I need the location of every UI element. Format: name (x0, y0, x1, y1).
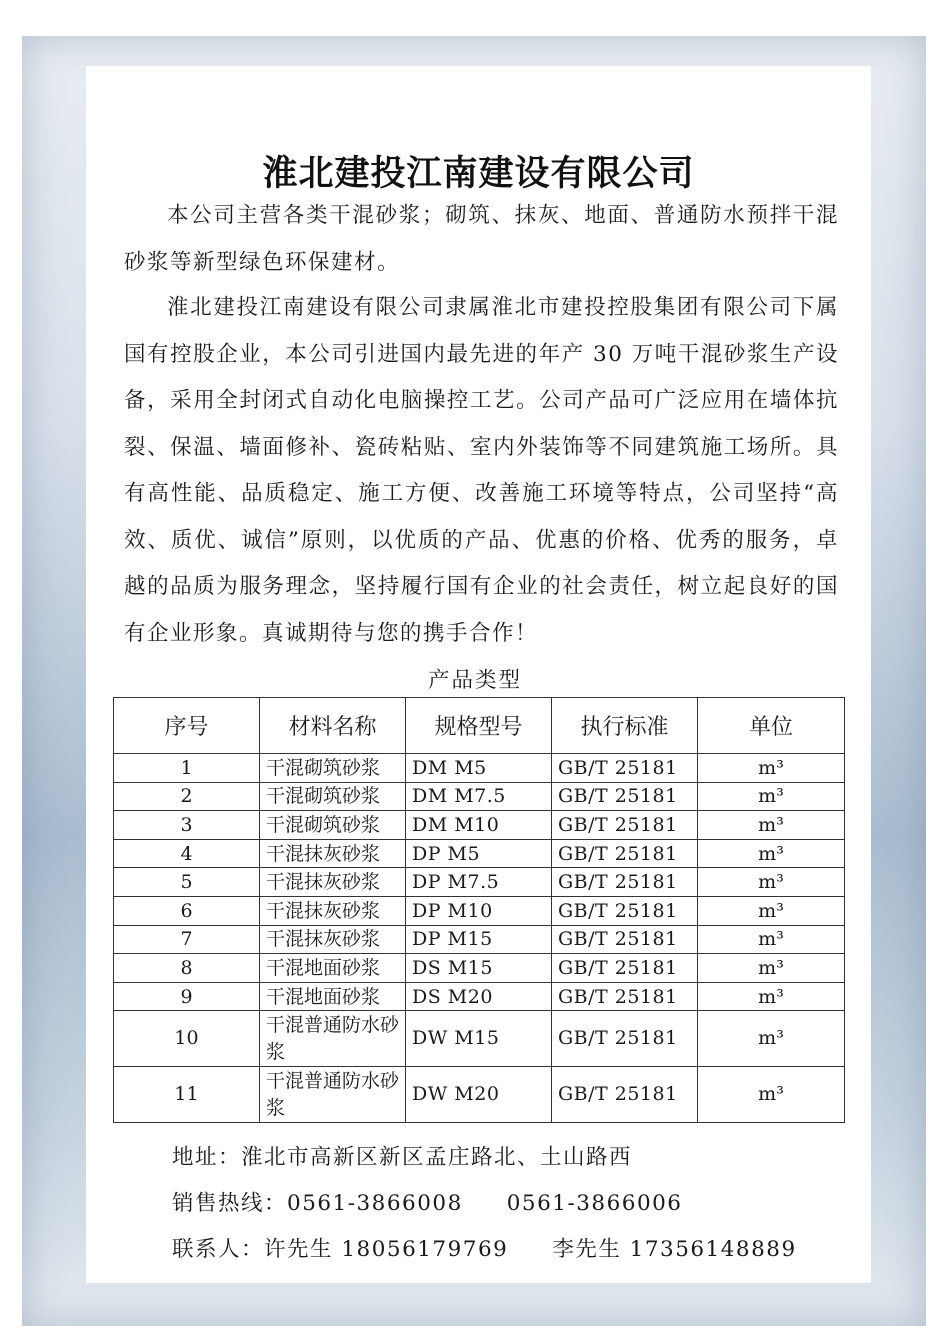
row-no: 2 (114, 782, 260, 811)
row-name: 干混抹灰砂浆 (260, 839, 406, 868)
table-row (114, 868, 845, 897)
row-spec: DS M20 (406, 982, 552, 1011)
row-standard: GB/T 25181 (552, 925, 698, 954)
company-title: 淮北建投江南建设有限公司 (262, 154, 695, 194)
row-unit: m³ (698, 811, 845, 840)
header-standard: 执行标准 (552, 698, 698, 754)
hotline-line (172, 1186, 682, 1217)
table-row (114, 1011, 845, 1067)
row-standard: GB/T 25181 (552, 782, 698, 811)
row-name: 干混地面砂浆 (260, 954, 406, 983)
row-unit: m³ (698, 1067, 845, 1123)
row-spec: DP M15 (406, 925, 552, 954)
row-spec: DP M7.5 (406, 868, 552, 897)
row-unit: m³ (698, 1011, 845, 1067)
table-row (114, 811, 845, 840)
row-spec: DM M10 (406, 811, 552, 840)
row-standard: GB/T 25181 (552, 754, 698, 783)
contact-person-line (172, 1232, 797, 1263)
row-name: 干混普通防水砂浆 (260, 1011, 406, 1067)
row-unit: m³ (698, 839, 845, 868)
row-no: 9 (114, 982, 260, 1011)
row-standard: GB/T 25181 (552, 839, 698, 868)
row-unit: m³ (698, 896, 845, 925)
contact-person-2: 李先生 17356148889 (552, 1237, 797, 1262)
intro-paragraph-2: 淮北建投江南建设有限公司隶属淮北市建投控股集团有限公司下属国有控股企业，本公司引进国内最先进的年产 30 万吨干混砂浆生产设备，采用全封闭式自动化电脑操控工艺。公司产品可广泛应用在墙体抗裂、保温、墙面修补、瓷砖粘贴、室内外装饰等不同建筑施工场所。具有高性能、品质稳定、施工方便、改善施工环境等特点，公司坚持“高效、质优、诚信”原则，以优质的产品、优惠的价格、优秀的服务，卓越的品质为服务理念，坚持履行国有企业的社会责任，树立起良好的国有企业形象。真诚期待与您的携手合作！ (124, 295, 839, 646)
row-spec: DS M15 (406, 954, 552, 983)
row-spec: DW M20 (406, 1067, 552, 1123)
row-spec: DP M10 (406, 896, 552, 925)
row-unit: m³ (698, 954, 845, 983)
row-no: 8 (114, 954, 260, 983)
row-no: 11 (114, 1067, 260, 1123)
row-name: 干混抹灰砂浆 (260, 925, 406, 954)
address-line (172, 1140, 632, 1171)
table-header-row (114, 698, 845, 754)
row-spec: DM M7.5 (406, 782, 552, 811)
table-row (114, 839, 845, 868)
row-standard: GB/T 25181 (552, 811, 698, 840)
header-name: 材料名称 (260, 698, 406, 754)
row-standard: GB/T 25181 (552, 1011, 698, 1067)
row-no: 1 (114, 754, 260, 783)
row-standard: GB/T 25181 (552, 1067, 698, 1123)
row-unit: m³ (698, 754, 845, 783)
row-standard: GB/T 25181 (552, 868, 698, 897)
row-name: 干混普通防水砂浆 (260, 1067, 406, 1123)
header-unit: 单位 (698, 698, 845, 754)
row-no: 6 (114, 896, 260, 925)
table-row (114, 754, 845, 783)
row-spec: DW M15 (406, 1011, 552, 1067)
row-spec: DP M5 (406, 839, 552, 868)
table-row (114, 925, 845, 954)
row-name: 干混地面砂浆 (260, 982, 406, 1011)
table-row (114, 982, 845, 1011)
row-name: 干混砌筑砂浆 (260, 754, 406, 783)
header-spec: 规格型号 (406, 698, 552, 754)
row-name: 干混砌筑砂浆 (260, 811, 406, 840)
product-table (113, 697, 845, 1123)
table-row (114, 1067, 845, 1123)
row-unit: m³ (698, 925, 845, 954)
row-no: 3 (114, 811, 260, 840)
row-no: 10 (114, 1011, 260, 1067)
hotline-label: 销售热线： (172, 1191, 288, 1216)
address-label: 地址： (172, 1145, 242, 1170)
row-no: 4 (114, 839, 260, 868)
row-no: 7 (114, 925, 260, 954)
table-caption: 产品类型 (427, 668, 522, 693)
hotline-number-2: 0561-3866006 (506, 1191, 683, 1216)
hotline-number-1: 0561-3866008 (287, 1191, 463, 1216)
row-unit: m³ (698, 868, 845, 897)
table-row (114, 782, 845, 811)
header-no: 序号 (114, 698, 260, 754)
row-standard: GB/T 25181 (552, 954, 698, 983)
row-unit: m³ (698, 982, 845, 1011)
row-name: 干混砌筑砂浆 (260, 782, 406, 811)
row-standard: GB/T 25181 (552, 982, 698, 1011)
row-no: 5 (114, 868, 260, 897)
table-row (114, 954, 845, 983)
row-name: 干混抹灰砂浆 (260, 896, 406, 925)
address-value: 淮北市高新区新区孟庄路北、土山路西 (241, 1145, 633, 1170)
row-spec: DM M5 (406, 754, 552, 783)
row-unit: m³ (698, 782, 845, 811)
contact-label: 联系人： (172, 1237, 265, 1262)
intro-paragraph-1: 本公司主营各类干混砂浆；砌筑、抹灰、地面、普通防水预拌干混砂浆等新型绿色环保建材。 (124, 203, 839, 275)
row-name: 干混抹灰砂浆 (260, 868, 406, 897)
table-row (114, 896, 845, 925)
row-standard: GB/T 25181 (552, 896, 698, 925)
contact-person-1: 许先生 18056179769 (264, 1237, 509, 1262)
